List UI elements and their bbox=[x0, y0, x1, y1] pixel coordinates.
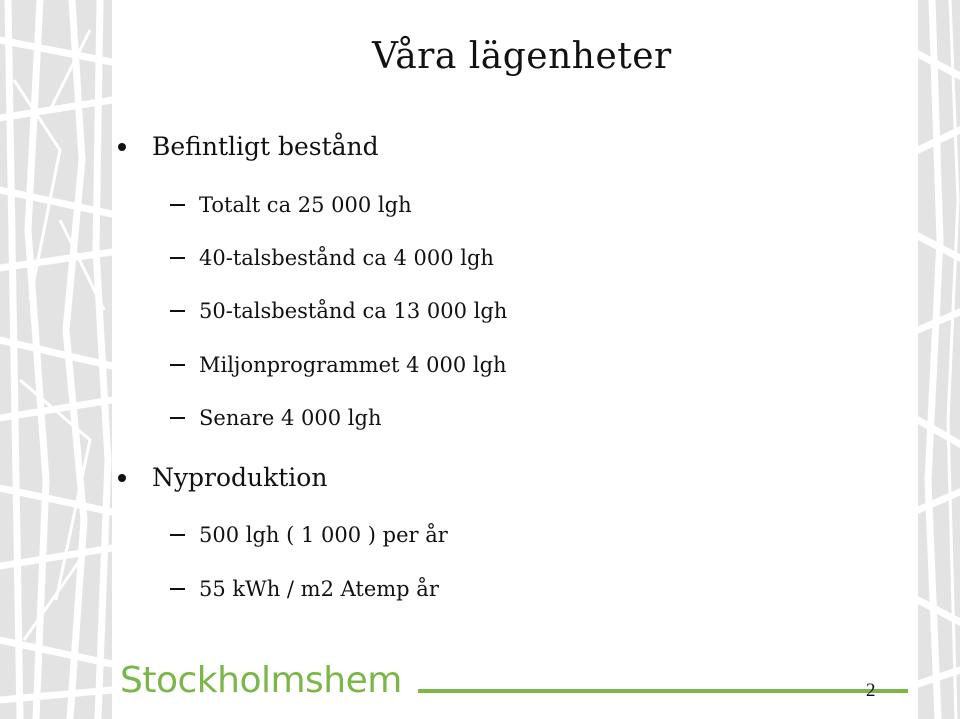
decorative-map-left bbox=[0, 0, 112, 719]
list-item-text: Miljonprogrammet 4 000 lgh bbox=[199, 353, 507, 377]
footer-divider bbox=[418, 689, 908, 693]
section-heading-label: Befintligt bestånd bbox=[152, 132, 379, 161]
list-item-text: 500 lgh ( 1 000 ) per år bbox=[199, 523, 448, 547]
dash-icon bbox=[170, 310, 185, 312]
dash-icon bbox=[170, 204, 185, 206]
slide-title: Våra lägenheter bbox=[372, 36, 672, 77]
section-heading-existing-stock bbox=[118, 132, 379, 161]
stockholmshem-logo: Stockholmshem bbox=[120, 660, 402, 701]
list-item-text: 50-talsbestånd ca 13 000 lgh bbox=[199, 299, 508, 323]
page-number: 2 bbox=[866, 680, 876, 701]
dash-icon bbox=[170, 257, 185, 259]
dash-icon bbox=[170, 588, 185, 590]
bullet-dot-icon bbox=[118, 474, 126, 482]
section-heading-label: Nyproduktion bbox=[152, 463, 328, 492]
list-item bbox=[170, 246, 494, 270]
dash-icon bbox=[170, 534, 185, 536]
list-item-text: Totalt ca 25 000 lgh bbox=[199, 193, 412, 217]
section-heading-new-production bbox=[118, 463, 327, 492]
list-item bbox=[170, 577, 439, 601]
list-item-text: Senare 4 000 lgh bbox=[199, 406, 382, 430]
decorative-map-right bbox=[918, 0, 960, 719]
dash-icon bbox=[170, 417, 185, 419]
list-item bbox=[170, 299, 507, 323]
list-item bbox=[170, 193, 412, 217]
list-item-text: 55 kWh / m2 Atemp år bbox=[199, 577, 439, 601]
list-item bbox=[170, 353, 507, 377]
list-item bbox=[170, 406, 381, 430]
list-item-text: 40-talsbestånd ca 4 000 lgh bbox=[199, 246, 494, 270]
bullet-dot-icon bbox=[118, 143, 126, 151]
dash-icon bbox=[170, 364, 185, 366]
list-item bbox=[170, 523, 448, 547]
